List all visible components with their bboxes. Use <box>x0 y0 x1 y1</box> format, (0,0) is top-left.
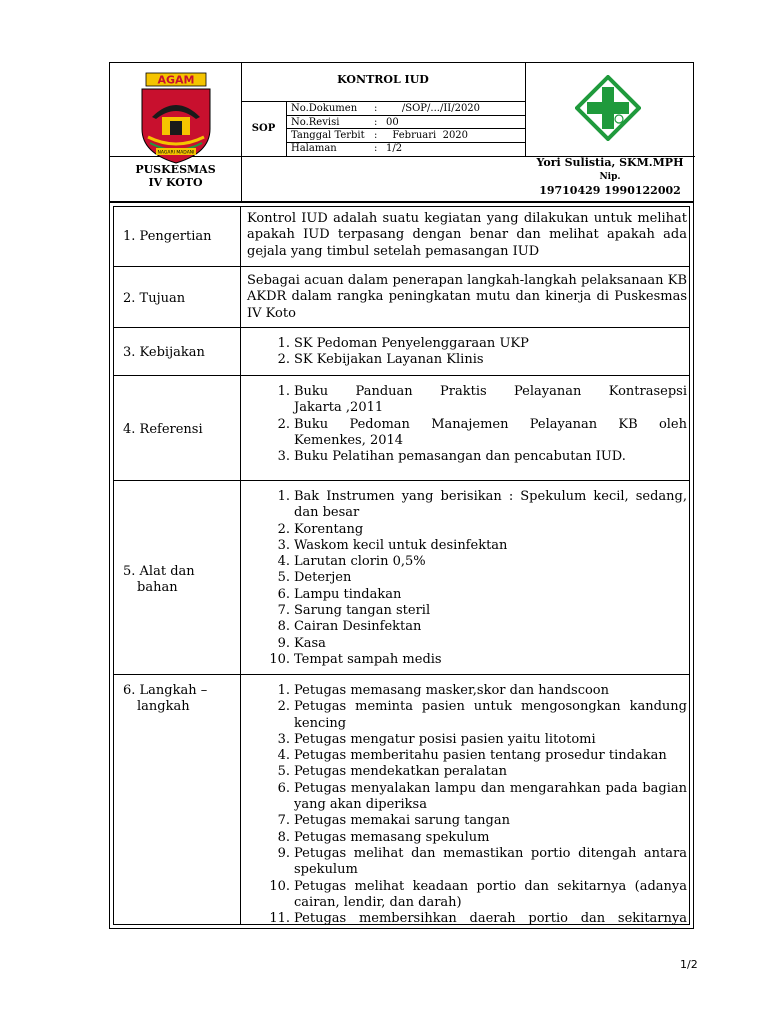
list-item: 5. Deterjen <box>277 570 352 586</box>
list-item: 2. SK Kebijakan Layanan Klinis <box>277 352 484 368</box>
list-item: 6. Lampu tindakan <box>277 586 402 602</box>
list-item: 3. Waskom kecil untuk desinfektan <box>277 537 508 553</box>
list-item: 4. Petugas memberitahu pasien tentang prosedur tindakan <box>277 748 667 764</box>
list-item: 1. Buku Panduan Praktis Pelayanan Kontrasepsi Jakarta ,2011 <box>277 384 687 416</box>
list-kebijakan <box>247 336 687 369</box>
signer-name: Yori Sulistia, SKM.MPH <box>536 156 684 169</box>
svg-text:NAGARI MADANI: NAGARI MADANI <box>157 150 195 156</box>
label-pengertian: 1. Pengertian <box>123 229 212 244</box>
text-pengertian: Kontrol IUD adalah suatu kegiatan yang dilakukan untuk melihat apakah IUD terpasang dengan benar dan melihat apakah ada gejala yang timbul setelah pemasangan IUD <box>247 211 687 259</box>
list-item: 11. Petugas membersihkan daerah portio dan sekitarnya <box>269 911 687 927</box>
list-item: 4. Larutan clorin 0,5% <box>277 554 426 570</box>
page-number: 1/2 <box>680 958 698 971</box>
signer-nip: 19710429 1990122002 <box>539 184 681 197</box>
signer-nip-label: Nip. <box>599 172 621 182</box>
list-alat-bahan <box>247 489 687 668</box>
list-item: 3. Buku Pelatihan pemasangan dan pencabutan IUD. <box>277 449 626 465</box>
list-item: 9. Petugas melihat dan memastikan portio ditengah antara spekulum <box>277 845 687 878</box>
list-item: 2. Korentang <box>277 521 364 537</box>
list-item: 6. Petugas menyalakan lampu dan mengarahkan pada bagian yang akan diperiksa <box>277 780 687 813</box>
list-item: 1. SK Pedoman Penyelenggaraan UKP <box>277 336 529 351</box>
list-item: 7. Petugas memakai sarung tangan <box>277 813 510 829</box>
label-referensi: 4. Referensi <box>123 422 203 437</box>
agam-regency-logo <box>132 71 220 165</box>
list-item: 2. Petugas meminta pasien untuk mengosongkan kandung kencing <box>277 699 687 731</box>
list-item: 8. Petugas memasang spekulum <box>277 829 490 845</box>
puskesmas-logo <box>575 75 641 141</box>
list-item: 10. Petugas melihat keadaan portio dan sekitarnya (adanya cairan, lendir, dan darah) <box>269 878 687 910</box>
document-title: KONTROL IUD <box>337 73 429 86</box>
puskesmas-name: PUSKESMAS IV KOTO <box>135 163 216 189</box>
document-header: AGAM NAGARI MADANI KONTROL IUD SOP No.Dokumen : /SOP/.../II/2020 No.Revisi : 00 Tanggal Terbit : Februari 2020 Halaman : 1/2 PUSKESMAS IV KOTO Yori Sulistia, SKM.MPH Nip. 19710429 1990122002 <box>109 62 694 202</box>
list-item: 3. Petugas mengatur posisi pasien yaitu litotomi <box>277 731 596 747</box>
list-item: 10. Tempat sampah medis <box>269 651 442 667</box>
list-item: 1. Petugas memasang masker,skor dan handscoon <box>277 683 610 698</box>
label-kebijakan: 3. Kebijakan <box>123 345 205 360</box>
list-langkah <box>247 683 687 927</box>
list-item: 8. Cairan Desinfektan <box>277 619 422 635</box>
label-langkah: 6. Langkah – langkah <box>123 683 208 715</box>
list-item: 2. Buku Pedoman Manajemen Pelayanan KB oleh Kemenkes, 2014 <box>277 416 687 448</box>
label-alat-bahan: 5. Alat dan bahan <box>123 564 195 596</box>
list-item: 5. Petugas mendekatkan peralatan <box>277 764 507 780</box>
list-item: 1. Bak Instrumen yang berisikan : Spekulum kecil, sedang, dan besar <box>277 489 687 521</box>
list-item: 9. Kasa <box>277 635 326 651</box>
list-referensi <box>247 384 687 465</box>
text-tujuan: Sebagai acuan dalam penerapan langkah-langkah pelaksanaan KB AKDR dalam rangka peningkatan mutu dan kinerja di Puskesmas IV Koto <box>247 273 687 321</box>
label-tujuan: 2. Tujuan <box>123 291 186 306</box>
signer-block <box>525 156 695 198</box>
sop-content-table <box>109 202 694 929</box>
svg-text:AGAM: AGAM <box>157 73 195 87</box>
list-item: 7. Sarung tangan steril <box>277 603 431 619</box>
sop-label: SOP <box>251 123 276 134</box>
